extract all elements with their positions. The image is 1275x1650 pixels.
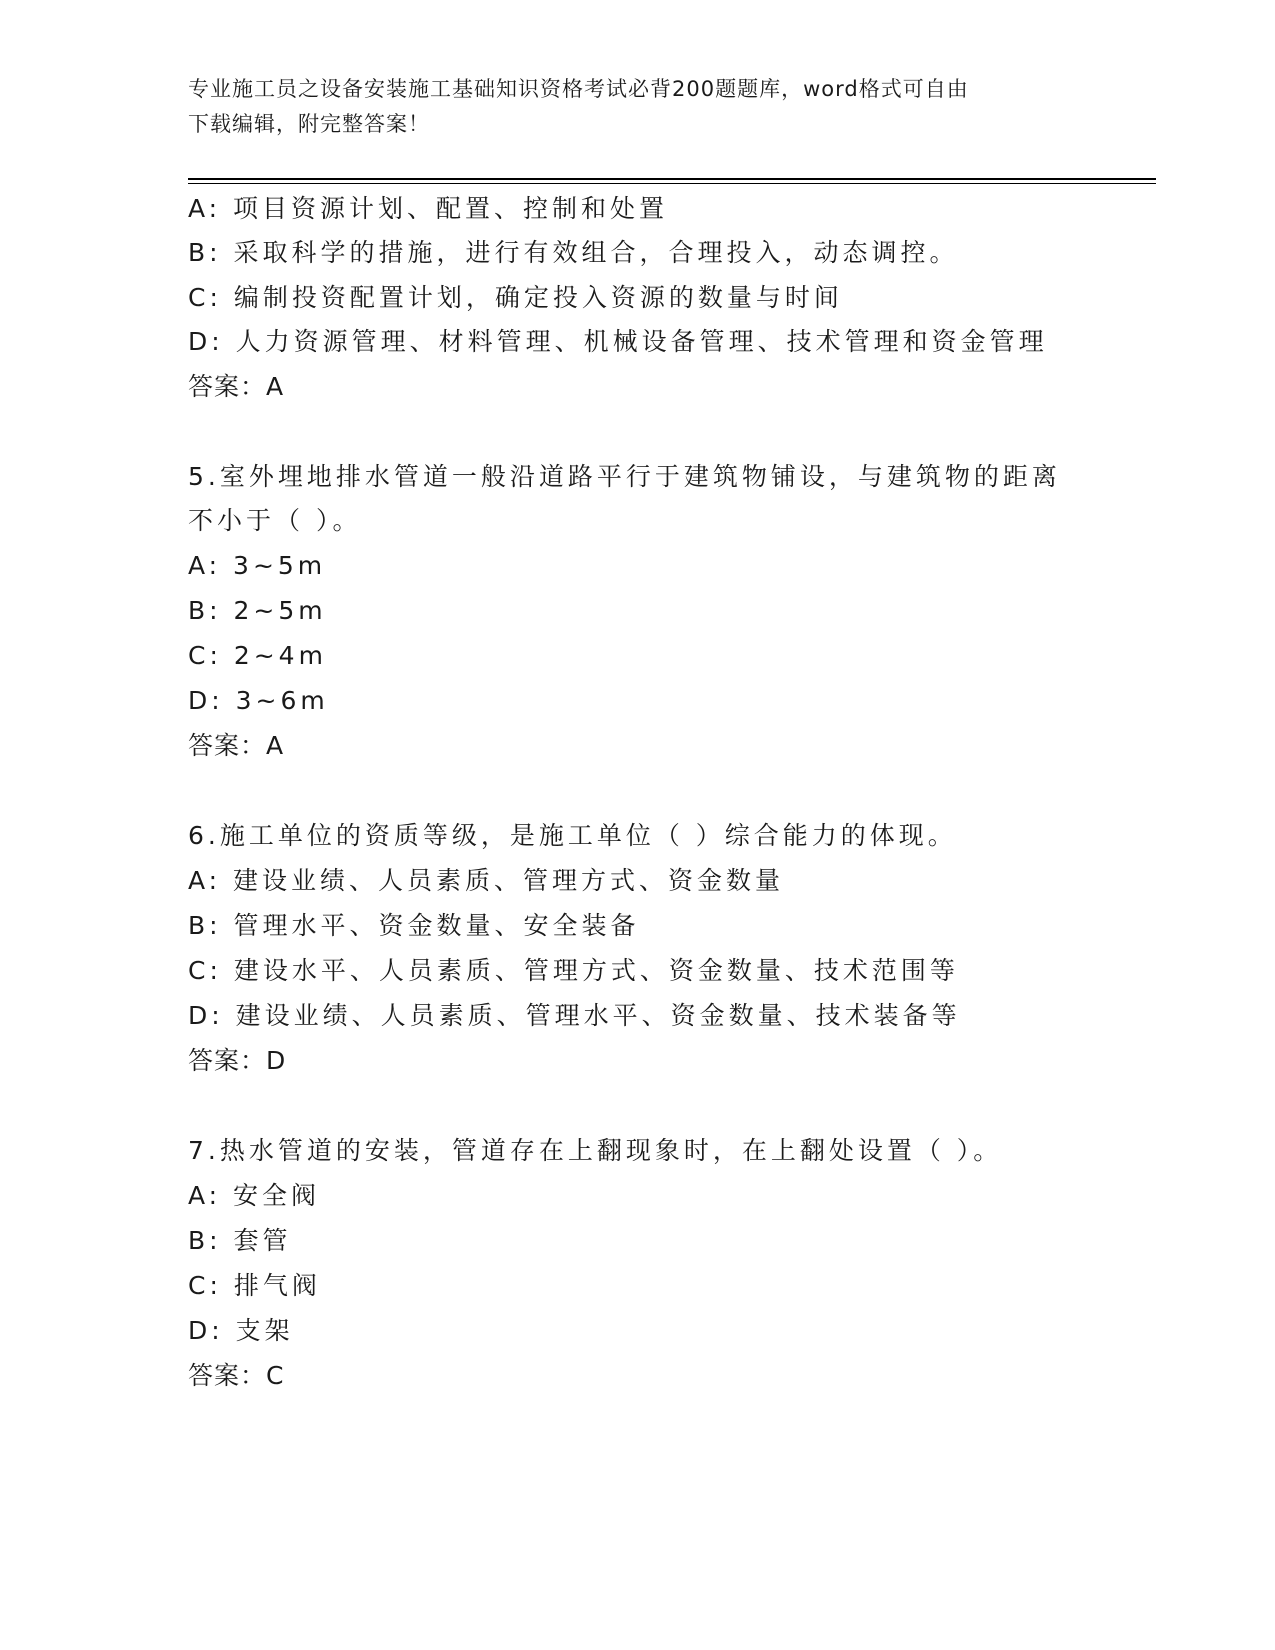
q5-option-a: A: 3~5m [188, 551, 327, 580]
q7-question: 7.热水管道的安装，管道存在上翻现象时，在上翻处设置（ ）。 [188, 1136, 1003, 1165]
q6-option-d: D: 建设业绩、人员素质、管理水平、资金数量、技术装备等 [188, 1001, 961, 1030]
q7-option-b: B: 套管 [188, 1226, 292, 1255]
header-divider-thin [188, 183, 1156, 184]
q6-option-c: C: 建设水平、人员素质、管理方式、资金数量、技术范围等 [188, 956, 959, 985]
q4-option-c: C: 编制投资配置计划，确定投入资源的数量与时间 [188, 283, 843, 312]
q5-option-b: B: 2~5m [188, 596, 327, 625]
q7-answer: 答案：C [188, 1361, 285, 1390]
q7-option-a: A: 安全阀 [188, 1181, 321, 1210]
header-line-2: 下载编辑，附完整答案！ [188, 112, 430, 136]
q7-option-c: C: 排气阀 [188, 1271, 321, 1300]
q4-answer: 答案：A [188, 372, 285, 401]
q6-option-a: A: 建设业绩、人员素质、管理方式、资金数量 [188, 866, 785, 895]
q5-option-d: D: 3~6m [188, 686, 329, 715]
header-line-1: 专业施工员之设备安装施工基础知识资格考试必背200题题库，word格式可自由 [188, 77, 969, 101]
q5-question-line-1: 5.室外埋地排水管道一般沿道路平行于建筑物铺设，与建筑物的距离 [188, 462, 1061, 491]
q6-answer: 答案：D [188, 1046, 287, 1075]
header-divider-thick [188, 178, 1156, 180]
q5-question-line-2: 不小于（ ）。 [188, 506, 362, 535]
document-header [188, 72, 1088, 142]
q7-option-d: D: 支架 [188, 1316, 294, 1345]
q5-answer: 答案：A [188, 731, 285, 760]
q4-option-a: A: 项目资源计划、配置、控制和处置 [188, 194, 669, 223]
q4-option-d: D: 人力资源管理、材料管理、机械设备管理、技术管理和资金管理 [188, 327, 1048, 356]
q4-option-b: B: 采取科学的措施，进行有效组合，合理投入，动态调控。 [188, 238, 959, 267]
q6-option-b: B: 管理水平、资金数量、安全装备 [188, 911, 640, 940]
q5-option-c: C: 2~4m [188, 641, 327, 670]
q6-question: 6.施工单位的资质等级，是施工单位（ ）综合能力的体现。 [188, 821, 957, 850]
